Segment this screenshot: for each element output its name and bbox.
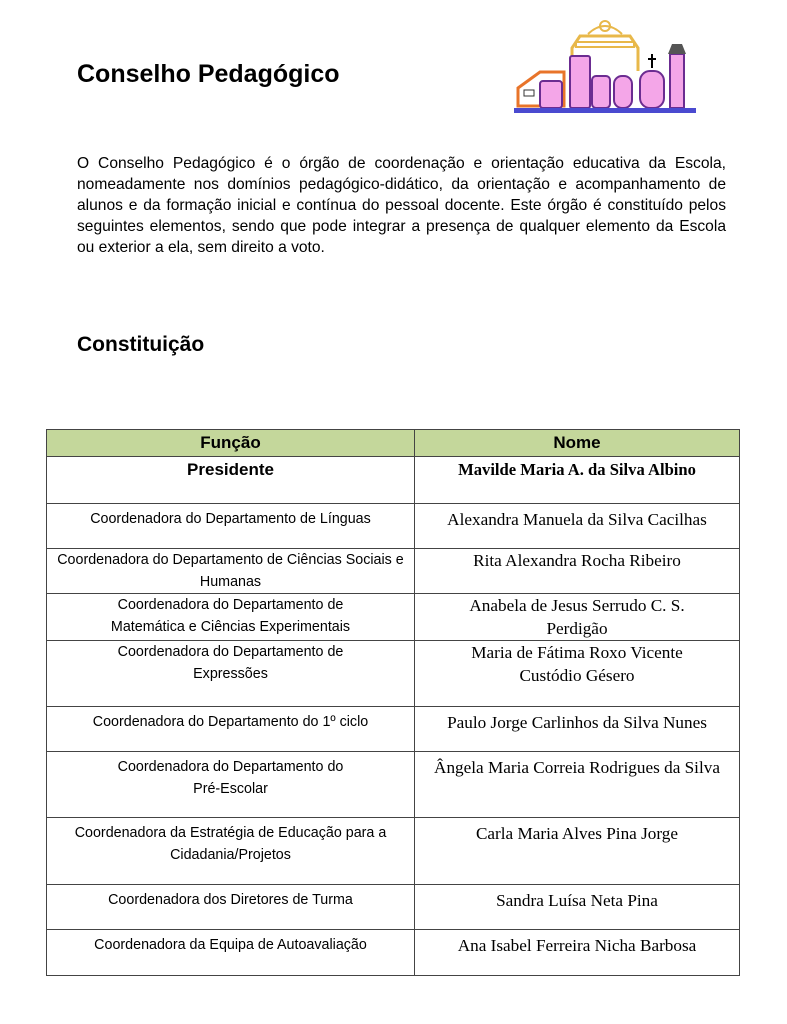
table-row — [47, 457, 740, 504]
nome-cell: Ana Isabel Ferreira Nicha Barbosa — [415, 930, 740, 976]
intro-paragraph: O Conselho Pedagógico é o órgão de coordenação e orientação educativa da Escola, nomeadamente nos domínios pedagógico-didático, da orientação e acompanhamento de alunos e da formação inicial e contínua do pessoal docente. Este órgão é constituído pelos seguintes elementos, sendo que pode integrar a presença de qualquer elemento da Escola ou exterior a ela, sem direito a voto. — [77, 155, 726, 256]
school-logo — [510, 16, 710, 116]
nome-cell: Alexandra Manuela da Silva Cacilhas — [415, 504, 740, 549]
table-row — [47, 504, 740, 549]
nome-cell: Ângela Maria Correia Rodrigues da Silva — [415, 752, 740, 818]
school-logo-icon — [510, 16, 710, 116]
nome-cell: Mavilde Maria A. da Silva Albino — [415, 457, 740, 504]
funcao-cell: Coordenadora do Departamento de Matemática e Ciências Experimentais — [47, 594, 415, 641]
table-row — [47, 641, 740, 707]
nome-cell: Rita Alexandra Rocha Ribeiro — [415, 549, 740, 594]
nome-cell: Sandra Luísa Neta Pina — [415, 885, 740, 930]
funcao-cell: Coordenadora do Departamento de Expressões — [47, 641, 415, 707]
table-row — [47, 594, 740, 641]
council-table — [46, 429, 740, 976]
column-header-funcao: Função — [47, 430, 415, 457]
table-header-row — [47, 430, 740, 457]
nome-cell: Carla Maria Alves Pina Jorge — [415, 818, 740, 885]
table-row — [47, 752, 740, 818]
section-title-constituicao: Constituição — [77, 333, 205, 356]
nome-cell: Anabela de Jesus Serrudo C. S. Perdigão — [415, 594, 740, 641]
funcao-cell: Presidente — [47, 457, 415, 504]
funcao-cell: Coordenadora da Estratégia de Educação para a Cidadania/Projetos — [47, 818, 415, 885]
page-title: Conselho Pedagógico — [77, 60, 340, 88]
funcao-cell: Coordenadora do Departamento do 1º ciclo — [47, 707, 415, 752]
table-row — [47, 818, 740, 885]
table-row — [47, 707, 740, 752]
table-row — [47, 885, 740, 930]
table-row — [47, 549, 740, 594]
funcao-cell: Coordenadora dos Diretores de Turma — [47, 885, 415, 930]
table-row — [47, 930, 740, 976]
nome-cell: Paulo Jorge Carlinhos da Silva Nunes — [415, 707, 740, 752]
funcao-cell: Coordenadora do Departamento de Línguas — [47, 504, 415, 549]
column-header-nome: Nome — [415, 430, 740, 457]
funcao-cell: Coordenadora da Equipa de Autoavaliação — [47, 930, 415, 976]
funcao-cell: Coordenadora do Departamento de Ciências Sociais e Humanas — [47, 549, 415, 594]
funcao-cell: Coordenadora do Departamento do Pré-Escolar — [47, 752, 415, 818]
nome-cell: Maria de Fátima Roxo Vicente Custódio Gésero — [415, 641, 740, 707]
